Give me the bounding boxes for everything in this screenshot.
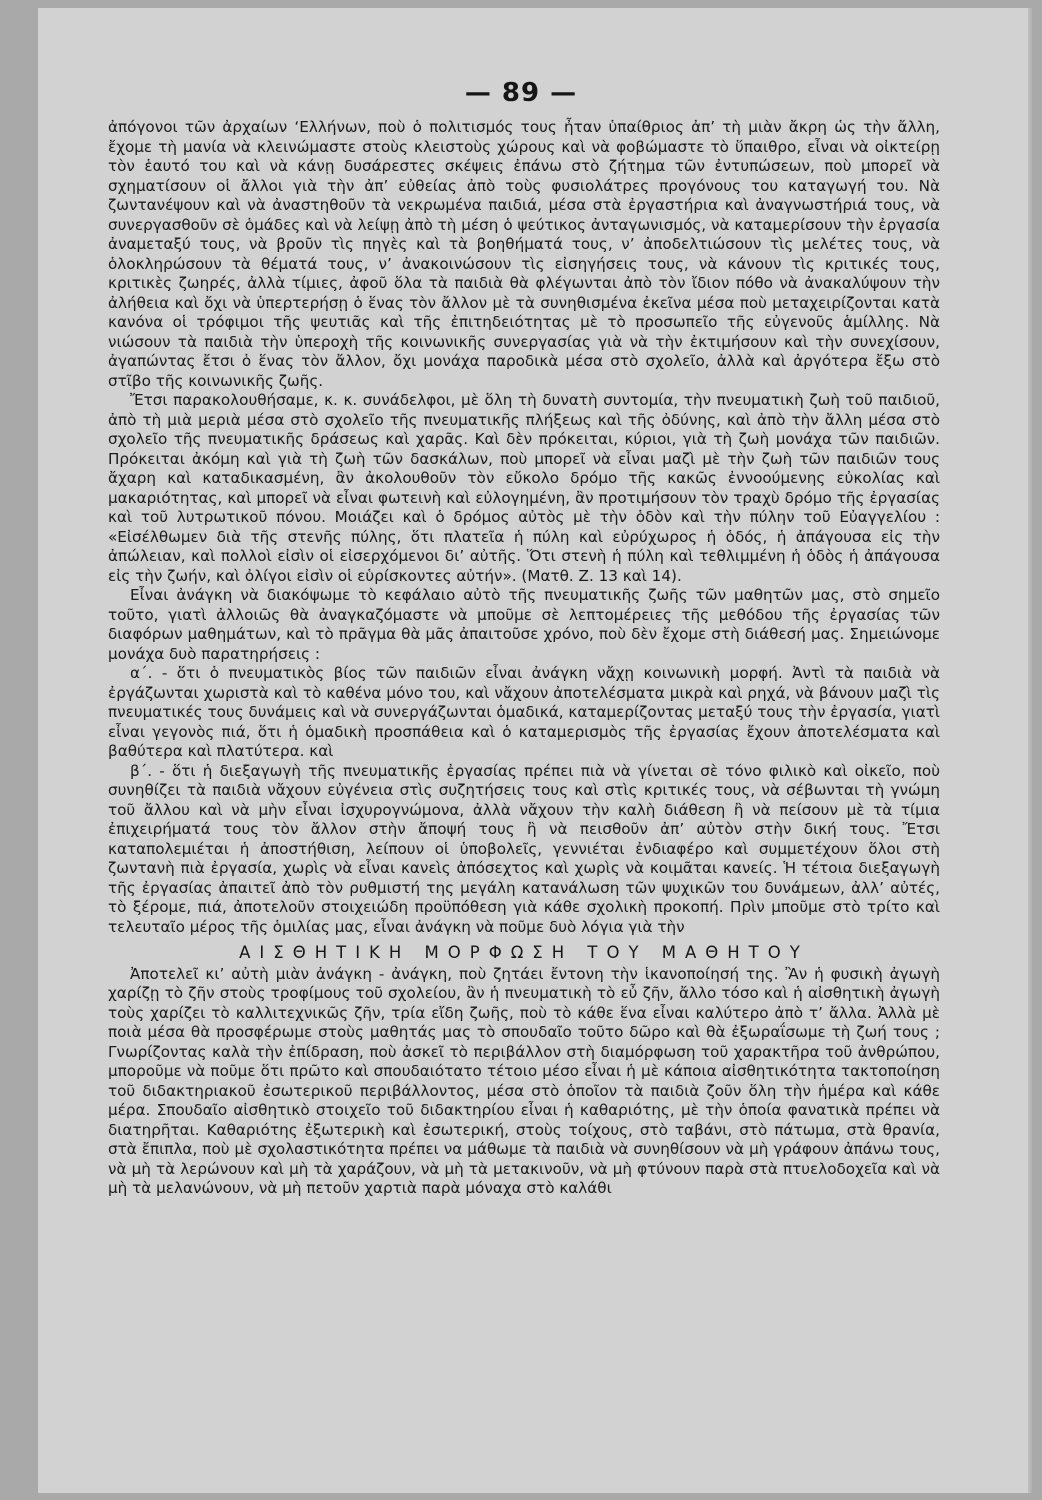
paragraph-observation-b: β΄. - ὅτι ἡ διεξαγωγὴ τῆς πνευματικῆς ἐργασίας πρέπει πιὰ νὰ γίνεται σὲ τόνο φιλικὸ καὶ οἰκεῖο, ποὺ συνηθίζει τὰ παιδιὰ νἄχουν εὐγένεια στὶς συζητήσεις τους καὶ στὶς κριτικές τους, νὰ σέβωνται τὴ γνώμη τοῦ ἄλλου καὶ νὰ μὴν εἶναι ἰσχυρογνώμονα, ἀλλὰ νἄχουν τὴν καλὴ διάθεση ἢ νὰ πείσουν μὲ τὰ τίμια ἐπιχειρήματά τους τὸν ἄλλον στὴν ἄποψή τους ἢ νὰ πεισθοῦν ἀπ’ αὐτὸν στὴν δική τους. Ἔτσι καταπολεμιέται ἡ ἀποστήθιση, λείπουν οἱ ὑποβολεῖς, γεννιέται ἐνδιαφέρο καὶ συμμετέχουν ὅλοι στὴ ζωντανὴ πιὰ ἐργασία, χωρὶς νὰ εἶναι κανεὶς ἀπόσεχτος καὶ χωρὶς νὰ κοιμᾶται κανείς. Ἡ τέτοια διεξαγωγὴ τῆς ἐργασίας ἀπαιτεῖ ἀπὸ τὸν ρυθμιστή της μεγάλη κατανάλωση τῶν ψυχικῶν του δυνάμεων, ἀλλ’ αὐτές, τὸ ξέρομε, πιά, ἀποτελοῦν στοιχειώδη προϋπόθεση γιὰ κάθε σχολικὴ προκοπή. Πρὶν μποῦμε στὸ τρίτο καὶ τελευταῖο μέρος τῆς ὁμιλίας μας, εἶναι ἀνάγκη νὰ ποῦμε δυὸ λόγια γιὰ τὴν — [108, 761, 940, 936]
paragraph-observation-a: α΄. - ὅτι ὁ πνευματικὸς βίος τῶν παιδιῶν εἶναι ἀνάγκη νἄχῃ κοινωνικὴ μορφή. Ἀντὶ τὰ παιδιὰ νὰ ἐργάζωνται χωριστὰ καὶ τὸ καθένα μόνο του, καὶ νἄχουν ἀποτελέσματα μικρὰ καὶ ρηχά, νὰ βάνουν μαζὶ τὶς πνευματικές τους δυνάμεις καὶ νὰ συνεργάζωνται ὁμαδικά, καταμερίζοντας μεταξύ τους τὴν ἐργασία, γιατὶ εἶναι γεγονὸς πιά, ὅτι ἡ ὁμαδικὴ προσπάθεια καὶ ὁ καταμερισμὸς τῆς ἐργασίας ἔχουν ἀποτελέσματα καὶ βαθύτερα καὶ πλατύτερα. καὶ — [108, 664, 940, 760]
section-heading: ΑΙΣΘΗΤΙΚΗ ΜΟΡΦΩΣΗ ΤΟΥ ΜΑΘΗΤΟΥ — [239, 943, 809, 962]
paragraph-continuation: ἀπόγονοι τῶν ἀρχαίων ‘Ελλήνων, ποὺ ὁ πολιτισμός τους ἦταν ὑπαίθριος ἀπ’ τὴ μιὰν ἄκρη ὡς τὴν ἄλλη, ἔχομε τὴ μανία νὰ κλεινώμαστε στοὺς κλειστοὺς χώρους καὶ νὰ φοβώμαστε τὸ ὕπαιθρο, εἶναι νὰ οἰκτείρῃ τὸν ἑαυτό του καὶ νὰ κάνῃ δυσάρεστες σκέψεις ἐπάνω στὸ ζήτημα τῶν ἐντυπώσεων, ποὺ μπορεῖ νὰ σχηματίσουν οἱ ἄλλοι γιὰ τὴν ἀπ’ εὐθείας ἀπὸ τοὺς φυσιολάτρες προγόνους του καταγωγή του. Νὰ ζωντανέψουν καὶ νὰ ἀναστηθοῦν τὰ νεκρωμένα παιδιά, μέσα στὰ ἐργαστήρια καὶ ἀναγνωστήριά τους, νὰ συνεργασθοῦν σὲ ὁμάδες καὶ νὰ λείψῃ ἀπὸ τὴ μέση ὁ ψεύτικος ἀνταγωνισμός, νὰ καταμερίσουν τὴν ἐργασία ἀναμεταξύ τους, νὰ βροῦν τὶς πηγὲς καὶ τὰ βοηθήματά τους, ν’ ἀποδελτιώσουν τὶς μελέτες τους, νὰ ὁλοκληρώσουν τὰ θέματά τους, ν’ ἀνακοινώσουν τὶς εἰσηγήσεις τους, νὰ κάνουν τὶς κριτικές τους, κριτικὲς ζωηρές, ἀλλὰ τίμιες, ἀφοῦ ὅλα τὰ παιδιὰ θὰ φλέγωνται ἀπὸ τὸν ἴδιον πόθο νὰ ἀνακαλύψουν τὴν ἀλήθεια καὶ ὄχι νὰ ὑπερτερήσῃ ὁ ἕνας τὸν ἄλλον μὲ τὰ συνηθισμένα ἐκεῖνα μέσα ποὺ μεταχειρίζονται κατὰ κανόνα οἱ τρόφιμοι τῆς ψευτιᾶς καὶ τῆς ἐπιτηδειότητας μὲ τὸ προσωπεῖο τῆς εὐγενοῦς ἁμίλλης. Νὰ νιώσουν τὰ παιδιὰ τὴν ὑπεροχὴ τῆς κοινωνικῆς συνεργασίας γιὰ νὰ τὴν ἐκτιμήσουν καὶ τὴν συνεχίσουν, ἀγαπώντας ἔτσι ὁ ἕνας τὸν ἄλλον, ὄχι μονάχα παροδικὰ μέσα στὸ σχολεῖο, ἀλλὰ καὶ ἀργότερα ἔξω στὸ στῖβο τῆς κοινωνικῆς ζωῆς. — [108, 118, 940, 390]
page-number: — 89 — — [464, 78, 578, 108]
paragraph: Ἀποτελεῖ κι’ αὐτὴ μιὰν ἀνάγκη - ἀνάγκη, ποὺ ζητάει ἔντονη τὴν ἱκανοποίησή της. Ἂν ἡ φυσικὴ ἀγωγὴ χαρίζῃ τὸ ζῆν στοὺς τροφίμους τοῦ σχολείου, ἂν ἡ πνευματικὴ τὸ εὖ ζῆν, ἄλλο τόσο καὶ ἡ αἰσθητικὴ ἀγωγὴ τοὺς χαρίζει τὸ καλλιτεχνικῶς ζῆν, τρία εἴδη ζωῆς, ποὺ τὸ κάθε ἕνα εἶναι καλύτερο ἀπὸ τ’ ἄλλα. Ἀλλὰ μὲ ποιὰ μέσα θὰ προσφέρωμε στοὺς μαθητάς μας τὸ σπουδαῖο τοῦτο δῶρο καὶ θὰ ἐξωραΐσωμε τὴ ζωή τους ; Γνωρίζοντας καλὰ τὴν ἐπίδραση, ποὺ ἀσκεῖ τὸ περιβάλλον στὴ διαμόρφωση τοῦ χαρακτῆρα τοῦ ἀνθρώπου, μποροῦμε νὰ ποῦμε ὅτι πρῶτο καὶ σπουδαιότατο τέτοιο μέσο εἶναι ἡ μὲ κάποια αἰσθητικότητα τακτοποίηση τοῦ διδακτηριακοῦ ἐσωτερικοῦ περιβάλλοντος, μέσα στὸ ὁποῖον τὰ παιδιὰ ζοῦν ὅλη τὴν ἡμέρα καὶ κάθε μέρα. Σπουδαῖο αἰσθητικὸ στοιχεῖο τοῦ διδακτηρίου εἶναι ἡ καθαριότης, μὲ τὴν ὁποία φανατικὰ πρέπει νὰ διατηρῆται. Καθαριότης ἐξωτερικὴ καὶ ἐσωτερική, στοὺς τοίχους, στὸ ταβάνι, στὸ πάτωμα, στὰ θρανία, στὰ ἔπιπλα, ποὺ μὲ σχολαστικότητα πρέπει να μάθωμε τὰ παιδιὰ νὰ συνηθίσουν νὰ μὴ γράφουν ἀπάνω τους, νὰ μὴ τὰ λερώνουν καὶ μὴ τὰ χαράζουν, νὰ μὴ τὰ μετακινοῦν, νὰ μὴ φτύνουν παρὰ στὰ πτυελοδοχεῖα καὶ νὰ μὴ τὰ μελανώνουν, νὰ μὴ πετοῦν χαρτιὰ παρὰ μόναχα στὸ καλάθι — [108, 964, 940, 1197]
paragraph: Εἶναι ἀνάγκη νὰ διακόψωμε τὸ κεφάλαιο αὐτὸ τῆς πνευματικῆς ζωῆς τῶν μαθητῶν μας, στὸ σημεῖο τοῦτο, γιατὶ ἀλλοιῶς θὰ ἀναγκαζόμαστε νὰ μποῦμε σὲ λεπτομέρειες τῆς μεθόδου τῆς ἐργασίας τῶν διαφόρων μαθημάτων, καὶ τὸ πρᾶγμα θὰ μᾶς ἀπαιτοῦσε χρόνο, ποὺ δὲν ἔχομε στὴ διάθεσή μας. Σημειώνομε μονάχα δυὸ παρατηρήσεις : — [108, 586, 940, 663]
paragraph: Ἔτσι παρακολουθήσαμε, κ. κ. συνάδελφοι, μὲ ὅλη τὴ δυνατὴ συντομία, τὴν πνευματικὴ ζωὴ τοῦ παιδιοῦ, ἀπὸ τὴ μιὰ μεριὰ μέσα στὸ σχολεῖο τῆς πνευματικῆς πλήξεως καὶ τῆς ὀδύνης, καὶ ἀπὸ τὴν ἄλλη μέσα στὸ σχολεῖο τῆς πνευματικῆς δράσεως καὶ χαρᾶς. Καὶ δὲν πρόκειται, κύριοι, γιὰ τὴ ζωὴ μονάχα τῶν παιδιῶν. Πρόκειται ἀκόμη καὶ γιὰ τὴ ζωὴ τῶν δασκάλων, ποὺ μπορεῖ νὰ εἶναι μαζὶ μὲ τὴν ζωὴ τῶν παιδιῶν τους ἄχαρη καὶ καταδικασμένη, ἂν ἀκολουθοῦν τὸν εὔκολο δρόμο τῆς κακῶς ἐννοούμενης εὐκολίας καὶ μακαριότητας, καὶ μπορεῖ νὰ εἶναι φωτεινὴ καὶ εὐλογημένη, ἂν προτιμήσουν τὸν τραχὺ δρόμο τῆς ἐργασίας καὶ τοῦ λυτρωτικοῦ πόνου. Μοιάζει καὶ ὁ δρόμος αὐτὸς μὲ τὴν ὁδὸν καὶ τὴν πύλην τοῦ Εὐαγγελίου : «Εἰσέλθωμεν διὰ τῆς στενῆς πύλης, ὅτι πλατεῖα ἡ πύλη καὶ εὐρύχωρος ἡ ὁδός, ἡ ἀπάγουσα εἰς τὴν ἀπώλειαν, καὶ πολλοὶ εἰσὶν οἱ εἰσερχόμενοι δι’ αὐτῆς. Ὅτι στενὴ ἡ πύλη καὶ τεθλιμμένη ἡ ὁδὸς ἡ ἀπάγουσα εἰς τὴν ζωήν, καὶ ὀλίγοι εἰσὶν οἱ εὑρίσκοντες αὐτήν». (Ματθ. Ζ. 13 καὶ 14). — [108, 391, 940, 585]
body-text — [108, 118, 940, 1199]
